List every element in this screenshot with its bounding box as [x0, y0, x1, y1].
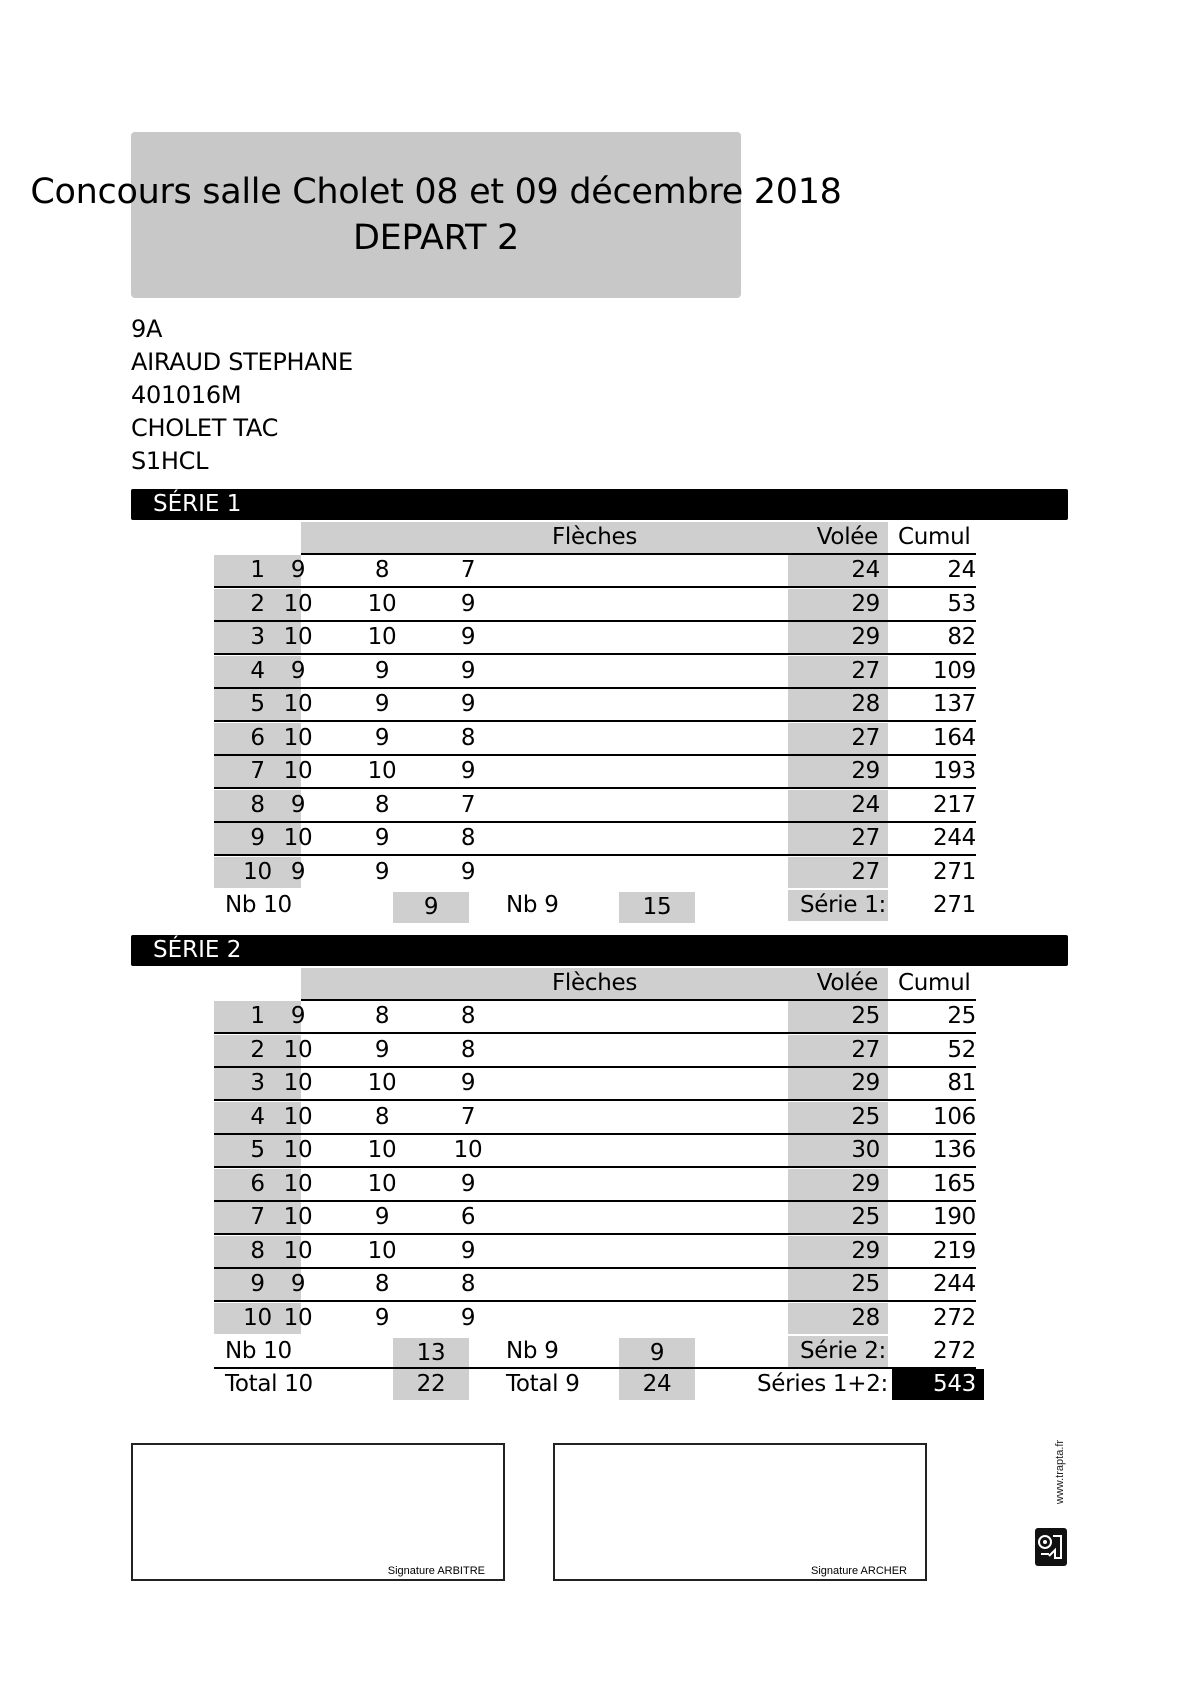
arrows-column-header: Flèches: [551, 524, 638, 550]
total10-label: Total 10: [225, 1371, 313, 1397]
arrow-score: 9: [374, 724, 390, 751]
cumul-score: 81: [947, 1070, 976, 1096]
cumul-column-header: Cumul: [898, 970, 971, 996]
archer-signature-label: Signature ARCHER: [811, 1565, 907, 1577]
arrow-score: 9: [290, 557, 306, 583]
volee-column-header: Volée: [816, 524, 878, 550]
volee-score: 28: [788, 1303, 888, 1334]
arrow-score: 9: [460, 691, 476, 717]
arrow-score: 10: [283, 691, 313, 717]
arrow-score: 7: [460, 1103, 476, 1130]
arrow-score: 9: [290, 657, 306, 684]
arrow-score: 8: [460, 825, 476, 851]
arrow-score: 9: [374, 1304, 390, 1331]
end-number: 6: [214, 1169, 301, 1200]
arrow-score: 10: [283, 1070, 313, 1096]
volee-score: 25: [788, 1001, 888, 1032]
arrow-score: 8: [460, 1003, 476, 1029]
grand-total-value: 543: [892, 1369, 984, 1400]
arrow-score: 9: [374, 657, 390, 684]
volee-score: 27: [788, 656, 888, 687]
arrow-score: 10: [283, 1170, 313, 1197]
arrow-score: 8: [374, 1103, 390, 1130]
arrow-score: 10: [283, 1204, 313, 1230]
arrow-score: 10: [367, 624, 397, 650]
cumul-score: 164: [933, 724, 976, 751]
archer-target-logo-icon: [1035, 1528, 1067, 1566]
nb9-value: 15: [619, 892, 695, 923]
end-number: 7: [214, 1202, 301, 1233]
arrow-score: 6: [460, 1204, 476, 1230]
arrow-score: 10: [283, 724, 313, 751]
cumul-score: 52: [947, 1036, 976, 1063]
arrow-score: 10: [283, 1036, 313, 1063]
series-total-value: 272: [933, 1338, 976, 1364]
volee-score: 30: [788, 1135, 888, 1166]
arrow-score: 7: [460, 557, 476, 583]
arrow-score: 10: [283, 825, 313, 851]
volee-score: 25: [788, 1269, 888, 1300]
arrow-score: 9: [290, 791, 306, 818]
arrow-score: 8: [374, 1271, 390, 1297]
volee-score: 28: [788, 689, 888, 720]
volee-column-header: Volée: [816, 970, 878, 996]
volee-score: 24: [788, 790, 888, 821]
total9-label: Total 9: [506, 1371, 580, 1397]
volee-score: 27: [788, 857, 888, 888]
series-title: SÉRIE 1: [153, 491, 242, 517]
arrow-score: 9: [460, 1304, 476, 1331]
volee-score: 29: [788, 1169, 888, 1200]
nb10-label: Nb 10: [225, 1338, 292, 1364]
arrow-score: 8: [374, 791, 390, 818]
club-name: CHOLET TAC: [131, 414, 279, 442]
cumul-score: 109: [933, 657, 976, 684]
volee-score: 27: [788, 823, 888, 854]
end-number: 7: [214, 756, 301, 787]
arrow-score: 9: [374, 825, 390, 851]
cumul-score: 190: [933, 1204, 976, 1230]
arrow-score: 10: [283, 1103, 313, 1130]
arrow-score: 9: [290, 1271, 306, 1297]
volee-score: 29: [788, 622, 888, 653]
end-number: 10: [214, 857, 301, 888]
cumul-column-header: Cumul: [898, 524, 971, 550]
arrow-score: 8: [460, 1036, 476, 1063]
cumul-score: 244: [933, 825, 976, 851]
end-number: 3: [214, 1068, 301, 1099]
end-number: 1: [214, 555, 301, 586]
archer-name: AIRAUD STEPHANE: [131, 348, 353, 376]
arrow-score: 7: [460, 791, 476, 818]
arrow-score: 10: [283, 1237, 313, 1264]
arrow-score: 9: [290, 858, 306, 885]
series-total-value: 271: [933, 892, 976, 918]
cumul-score: 271: [933, 858, 976, 885]
cumul-score: 53: [947, 590, 976, 617]
depart-label: DEPART 2: [352, 218, 520, 258]
cumul-score: 217: [933, 791, 976, 818]
end-number: 8: [214, 1236, 301, 1267]
arrows-column-header: Flèches: [551, 970, 638, 996]
end-number: 9: [214, 1269, 301, 1300]
arrow-score: 9: [374, 1036, 390, 1063]
arrow-score: 10: [367, 758, 397, 784]
series-header-bar: [131, 489, 1068, 520]
volee-score: 25: [788, 1202, 888, 1233]
total10-value: 22: [393, 1369, 469, 1400]
archer-signature-box[interactable]: [553, 1443, 927, 1581]
total9-value: 24: [619, 1369, 695, 1400]
volee-score: 29: [788, 589, 888, 620]
arrow-score: 10: [453, 1137, 483, 1163]
arrow-score: 8: [460, 1271, 476, 1297]
arrow-score: 9: [460, 624, 476, 650]
end-number: 4: [214, 1102, 301, 1133]
nb10-label: Nb 10: [225, 892, 292, 918]
category: S1HCL: [131, 447, 209, 475]
arrow-score: 10: [367, 1070, 397, 1096]
end-number: 8: [214, 790, 301, 821]
nb9-value: 9: [619, 1338, 695, 1369]
nb9-label: Nb 9: [506, 1338, 559, 1364]
arrow-score: 10: [283, 590, 313, 617]
title-banner: [30, 132, 842, 298]
volee-score: 29: [788, 756, 888, 787]
end-number: 4: [214, 656, 301, 687]
arrow-score: 9: [460, 590, 476, 617]
arrow-score: 10: [283, 624, 313, 650]
cumul-score: 165: [933, 1170, 976, 1197]
arrow-score: 8: [374, 1003, 390, 1029]
end-number: 2: [214, 1035, 301, 1066]
arrow-score: 10: [367, 590, 397, 617]
volee-score: 29: [788, 1236, 888, 1267]
cumul-score: 219: [933, 1237, 976, 1264]
arrow-score: 9: [374, 1204, 390, 1230]
series-total-label: Série 2:: [788, 1336, 888, 1367]
arrow-score: 9: [374, 858, 390, 885]
cumul-score: 136: [933, 1137, 976, 1163]
brand-url-container: [1045, 1432, 1075, 1512]
arrow-score: 9: [460, 1237, 476, 1264]
brand-url[interactable]: www.trapta.fr: [1054, 1439, 1066, 1505]
arrow-score: 9: [460, 657, 476, 684]
volee-score: 24: [788, 555, 888, 586]
arrow-score: 10: [367, 1237, 397, 1264]
end-number: 9: [214, 823, 301, 854]
arrow-score: 9: [460, 758, 476, 784]
target-number: 9A: [131, 315, 163, 343]
arrow-score: 9: [290, 1003, 306, 1029]
arrow-score: 9: [460, 1170, 476, 1197]
arrow-score: 8: [374, 557, 390, 583]
cumul-score: 272: [933, 1304, 976, 1331]
end-number: 5: [214, 689, 301, 720]
arrow-score: 9: [374, 691, 390, 717]
end-number: 6: [214, 723, 301, 754]
arrow-score: 10: [367, 1170, 397, 1197]
volee-score: 29: [788, 1068, 888, 1099]
series-2-table: [0, 935, 1190, 1375]
end-number: 2: [214, 589, 301, 620]
cumul-score: 25: [947, 1003, 976, 1029]
cumul-score: 137: [933, 691, 976, 717]
nb9-label: Nb 9: [506, 892, 559, 918]
series-1-table: [0, 489, 1190, 929]
arrow-score: 9: [460, 858, 476, 885]
nb10-value: 13: [393, 1338, 469, 1369]
arrow-score: 9: [460, 1070, 476, 1096]
series-total-label: Série 1:: [788, 890, 888, 921]
cumul-score: 193: [933, 758, 976, 784]
end-number: 1: [214, 1001, 301, 1032]
cumul-score: 82: [947, 624, 976, 650]
arrow-score: 10: [283, 758, 313, 784]
series-title: SÉRIE 2: [153, 937, 242, 963]
arrow-score: 10: [283, 1137, 313, 1163]
volee-score: 27: [788, 1035, 888, 1066]
competition-title: Concours salle Cholet 08 et 09 décembre 2018: [30, 172, 842, 212]
end-number: 3: [214, 622, 301, 653]
arrow-score: 10: [367, 1137, 397, 1163]
referee-signature-box[interactable]: [131, 1443, 505, 1581]
arrow-score: 8: [460, 724, 476, 751]
end-number: 5: [214, 1135, 301, 1166]
volee-score: 25: [788, 1102, 888, 1133]
volee-score: 27: [788, 723, 888, 754]
cumul-score: 106: [933, 1103, 976, 1130]
cumul-score: 244: [933, 1271, 976, 1297]
arrow-score: 10: [283, 1304, 313, 1331]
series-header-bar: [131, 935, 1068, 966]
referee-signature-label: Signature ARBITRE: [387, 1565, 485, 1577]
nb10-value: 9: [393, 892, 469, 923]
cumul-score: 24: [947, 557, 976, 583]
grand-total-label: Séries 1+2:: [756, 1371, 888, 1397]
license-number: 401016M: [131, 381, 242, 409]
end-number: 10: [214, 1303, 301, 1334]
